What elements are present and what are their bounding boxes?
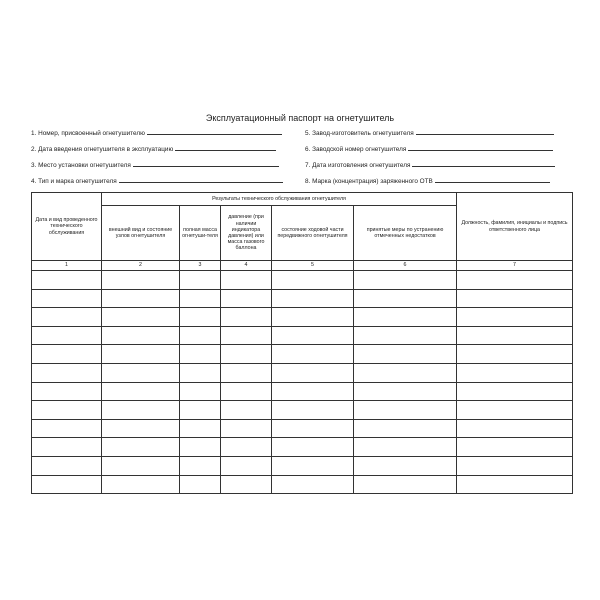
table-cell[interactable] (221, 363, 272, 382)
field-number (31, 128, 282, 137)
table-cell[interactable] (180, 308, 221, 327)
table-cell[interactable] (457, 308, 573, 327)
table-cell[interactable] (457, 438, 573, 457)
table-cell[interactable] (180, 475, 221, 494)
table-cell[interactable] (354, 271, 457, 290)
table-cell[interactable] (272, 271, 354, 290)
page-title: Эксплуатационный паспорт на огнетушитель (205, 113, 395, 123)
field-type (31, 176, 283, 185)
table-row (32, 289, 573, 308)
table-cell[interactable] (354, 308, 457, 327)
table-cell[interactable] (272, 456, 354, 475)
table-cell[interactable] (354, 438, 457, 457)
header-total-mass: полная масса огнетуши-теля (180, 206, 221, 261)
table-cell[interactable] (457, 326, 573, 345)
table-cell[interactable] (457, 475, 573, 494)
table-cell[interactable] (102, 419, 180, 438)
table-cell[interactable] (457, 456, 573, 475)
table-cell[interactable] (221, 438, 272, 457)
table-cell[interactable] (32, 456, 102, 475)
table-row (32, 456, 573, 475)
field-location (31, 160, 279, 169)
field-manufacturer (305, 128, 554, 137)
field-type-label: 4. Тип и марка огнетушителя (31, 178, 117, 185)
table-cell[interactable] (180, 326, 221, 345)
field-serial-line[interactable] (408, 144, 553, 151)
table-row (32, 363, 573, 382)
table-cell[interactable] (180, 382, 221, 401)
table-row (32, 326, 573, 345)
column-number: 3 (180, 261, 221, 271)
table-cell[interactable] (102, 382, 180, 401)
table-row (32, 271, 573, 290)
table-cell[interactable] (272, 289, 354, 308)
field-location-label: 3. Место установки огнетушителя (31, 162, 131, 169)
header-chassis: состояние ходовой части передвижного огнетушителя (272, 206, 354, 261)
table-cell[interactable] (221, 308, 272, 327)
table-cell[interactable] (457, 401, 573, 420)
table-row (32, 345, 573, 364)
table-cell[interactable] (457, 271, 573, 290)
column-number: 4 (221, 261, 272, 271)
column-number: 1 (32, 261, 102, 271)
column-number: 2 (102, 261, 180, 271)
field-manufacturer-label: 5. Завод-изготовитель огнетушителя (305, 130, 414, 137)
table-cell[interactable] (354, 419, 457, 438)
header-results-group: Результаты технического обслуживания огнетушителя (102, 193, 457, 206)
table-cell[interactable] (102, 475, 180, 494)
table-cell[interactable] (180, 419, 221, 438)
column-number: 5 (272, 261, 354, 271)
table-cell[interactable] (221, 475, 272, 494)
field-manufacture-date-line[interactable] (412, 160, 555, 167)
table-cell[interactable] (102, 401, 180, 420)
table-cell[interactable] (32, 289, 102, 308)
field-number-label: 1. Номер, присвоенный огнетушителю (31, 130, 145, 137)
header-measures: принятые меры по устранению отмеченных недостатков (354, 206, 457, 261)
table-cell[interactable] (354, 475, 457, 494)
field-type-line[interactable] (119, 176, 283, 183)
table-cell[interactable] (32, 271, 102, 290)
table-cell[interactable] (102, 326, 180, 345)
table-cell[interactable] (102, 456, 180, 475)
table-cell[interactable] (221, 289, 272, 308)
table-cell[interactable] (32, 326, 102, 345)
table-cell[interactable] (272, 401, 354, 420)
table-cell[interactable] (32, 382, 102, 401)
table-row (32, 308, 573, 327)
table-cell[interactable] (221, 419, 272, 438)
table-cell[interactable] (221, 401, 272, 420)
table-cell[interactable] (32, 308, 102, 327)
table-cell[interactable] (180, 438, 221, 457)
table-cell[interactable] (221, 271, 272, 290)
table-cell[interactable] (354, 401, 457, 420)
table-cell[interactable] (354, 382, 457, 401)
field-manufacture-date (305, 160, 555, 169)
table-cell[interactable] (272, 363, 354, 382)
field-manufacturer-line[interactable] (416, 128, 554, 135)
header-pressure: давление (при наличии индикатора давления) или масса газового баллона (221, 206, 272, 261)
table-row (32, 475, 573, 494)
table-cell[interactable] (180, 345, 221, 364)
table-cell[interactable] (457, 345, 573, 364)
table-cell[interactable] (32, 345, 102, 364)
table-row (32, 382, 573, 401)
table-cell[interactable] (272, 326, 354, 345)
table-cell[interactable] (102, 289, 180, 308)
table-cell[interactable] (354, 456, 457, 475)
table-cell[interactable] (180, 289, 221, 308)
table-cell[interactable] (354, 363, 457, 382)
table-cell[interactable] (102, 345, 180, 364)
column-number: 7 (457, 261, 573, 271)
field-agent-brand-line[interactable] (435, 176, 550, 183)
field-location-line[interactable] (133, 160, 279, 167)
table-cell[interactable] (272, 382, 354, 401)
field-commission-date (31, 144, 276, 153)
table-cell[interactable] (354, 289, 457, 308)
field-number-line[interactable] (147, 128, 282, 135)
field-serial-label: 6. Заводской номер огнетушителя (305, 146, 407, 153)
table-cell[interactable] (221, 326, 272, 345)
table-body (32, 271, 573, 494)
table-cell[interactable] (272, 419, 354, 438)
header-appearance: внешний вид и состояние узлов огнетушителя (102, 206, 180, 261)
table-cell[interactable] (180, 363, 221, 382)
table-cell[interactable] (457, 382, 573, 401)
table-cell[interactable] (180, 456, 221, 475)
table-cell[interactable] (221, 456, 272, 475)
table-cell[interactable] (354, 326, 457, 345)
field-commission-date-line[interactable] (175, 144, 276, 151)
table-cell[interactable] (102, 363, 180, 382)
column-number: 6 (354, 261, 457, 271)
table-cell[interactable] (32, 363, 102, 382)
table-cell[interactable] (457, 363, 573, 382)
table-cell[interactable] (457, 289, 573, 308)
table-row (32, 401, 573, 420)
table-cell[interactable] (221, 345, 272, 364)
field-manufacture-date-label: 7. Дата изготовления огнетушителя (305, 162, 411, 169)
table-cell[interactable] (102, 438, 180, 457)
table-cell[interactable] (102, 308, 180, 327)
table-cell[interactable] (272, 475, 354, 494)
table-cell[interactable] (32, 475, 102, 494)
table-cell[interactable] (272, 308, 354, 327)
table-cell[interactable] (180, 401, 221, 420)
field-agent-brand (305, 176, 550, 185)
table-row (32, 419, 573, 438)
table-cell[interactable] (102, 271, 180, 290)
table-cell[interactable] (272, 345, 354, 364)
table-row (32, 438, 573, 457)
field-commission-date-label: 2. Дата введения огнетушителя в эксплуатацию (31, 146, 174, 153)
table-cell[interactable] (32, 438, 102, 457)
table-cell[interactable] (457, 419, 573, 438)
header-responsible-person: Должность, фамилия, инициалы и подпись ответственного лица (457, 193, 573, 261)
table-cell[interactable] (354, 345, 457, 364)
table-cell[interactable] (272, 438, 354, 457)
table-cell[interactable] (32, 401, 102, 420)
maintenance-table (31, 192, 573, 494)
table-cell[interactable] (180, 271, 221, 290)
field-agent-brand-label: 8. Марка (концентрация) заряженного ОТВ (305, 178, 433, 185)
table-cell[interactable] (221, 382, 272, 401)
field-serial (305, 144, 553, 153)
table-cell[interactable] (32, 419, 102, 438)
header-maintenance-date: Дата и вид проведенного технического обслуживания (32, 193, 102, 261)
